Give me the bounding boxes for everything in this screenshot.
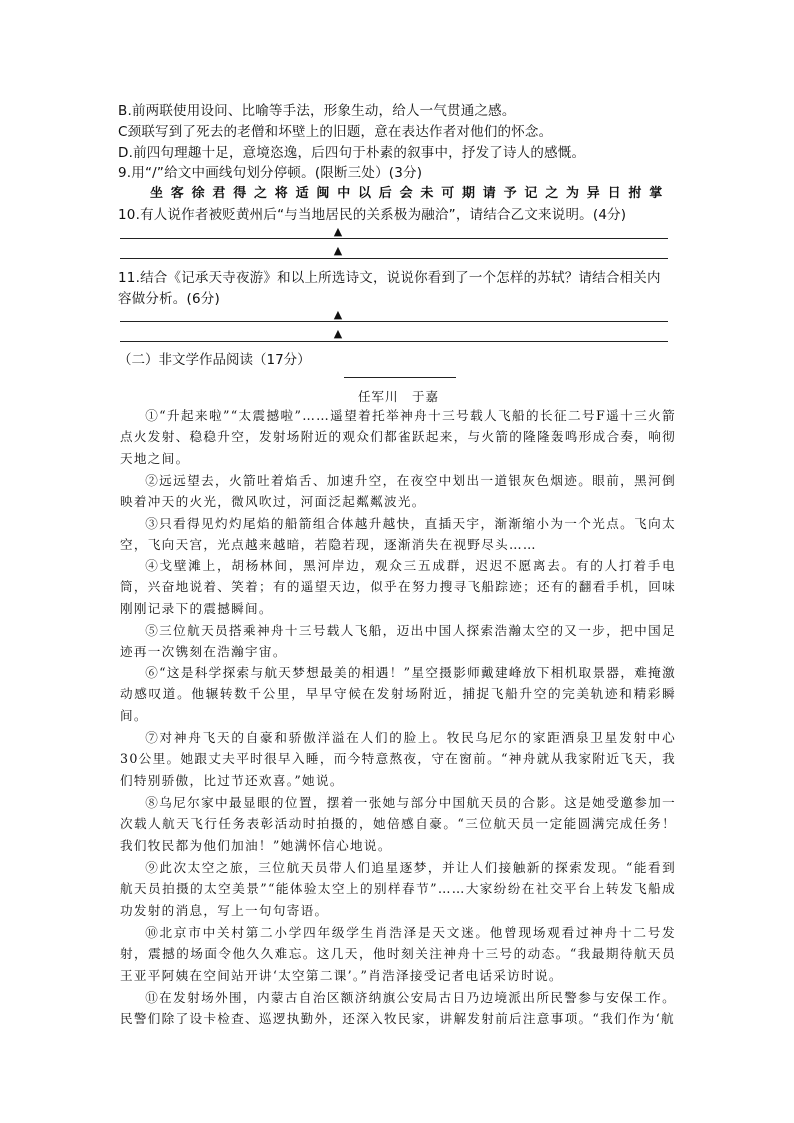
option-b: B.前两联使用设问、比喻等手法，形象生动，给人一气贯通之感。 [118, 103, 516, 119]
article-authors: 任军川 于嘉 [358, 389, 440, 404]
answer-line [120, 238, 668, 239]
paragraph-8: ⑧乌尼尔家中最显眼的位置，摆着一张她与部分中国航天员的合影。这是她受邀参加一次载人航天飞行任务表彰活动时拍摄的，她倍感自豪。“三位航天员一定能圆满完成任务！我们牧民都为他们加油！”她满怀信心地说。 [120, 795, 676, 853]
q11-prompt-line1: 11.结合《记承天寺夜游》和以上所选诗文，说说你看到了一个怎样的苏轼？请结合相关内 [118, 270, 661, 286]
answer-mark-triangle: ▲ [333, 244, 343, 257]
q9-prompt: 9.用“/”给文中画线句划分停顿。(限断三处）(3分) [118, 165, 423, 181]
paragraph-7: ⑦对神舟飞天的自豪和骄傲洋溢在人们的脸上。牧民乌尼尔的家距酒泉卫星发射中心30公里。她跟丈夫平时很早入睡，而今特意熬夜，守在窗前。“神舟就从我家附近飞天，我们特别骄傲，比过节还欢喜。”她说。 [120, 730, 676, 788]
paragraph-1: ①“升起来啦”“太震撼啦”……遥望着托举神舟十三号载人飞船的长征二号F遥十三火箭点火发射、稳稳升空，发射场附近的观众们都雀跃起来，与火箭的隆隆轰鸣形成合奏，响彻天地之间。 [120, 408, 676, 466]
answer-mark-triangle: ▲ [333, 327, 343, 340]
paragraph-10: ⑩北京市中关村第二小学四年级学生肖浩泽是天文迷。他曾现场观看过神舟十二号发射，震撼的场面令他久久难忘。这几天，他时刻关注神舟十三号的动态。“我最期待航天员王亚平阿姨在空间站开讲‘太空第二课’。”肖浩泽接受记者电话采访时说。 [120, 925, 676, 983]
answer-line [120, 321, 668, 322]
option-c: C颈联写到了死去的老僧和坏壁上的旧题，意在表达作者对他们的怀念。 [118, 124, 553, 140]
q11-prompt-line2: 容做分析。(6分) [118, 291, 220, 307]
q9-sentence: 坐客徐君得之将适闽中以后会未可期请予记之为异日拊掌 [150, 186, 671, 201]
paragraph-4: ④戈壁滩上，胡杨林间，黑河岸边，观众三五成群，迟迟不愿离去。有的人打着手电筒，兴奋地说着、笑着；有的遥望天边，似乎在努力搜寻飞船踪迹；还有的翻看手机，回味刚刚记录下的震撼瞬间。 [120, 558, 676, 616]
paragraph-3: ③只看得见灼灼尾焰的船箭组合体越升越快，直插天宇，渐渐缩小为一个光点。飞向太空，飞向天宫，光点越来越暗，若隐若现，逐渐消失在视野尽头…… [120, 516, 676, 553]
paragraph-9: ⑨此次太空之旅，三位航天员带人们追星逐梦，并让人们接触新的探索发现。“能看到航天员拍摄的太空美景”“能体验太空上的别样春节”……大家纷纷在社交平台上转发飞船成功发射的消息，写上一句句寄语。 [120, 860, 676, 918]
answer-line [120, 341, 668, 342]
article-title-blank [344, 377, 456, 378]
answer-mark-triangle: ▲ [333, 225, 343, 238]
answer-line [120, 258, 668, 259]
section-heading: （二）非文学作品阅读（17分） [118, 352, 311, 368]
paragraph-6: ⑥“这是科学探索与航天梦想最美的相遇！”星空摄影师戴建峰放下相机取景器，难掩激动感叹道。他辗转数千公里，早早守候在发射场附近，捕捉飞船升空的完美轨迹和精彩瞬间。 [120, 665, 676, 723]
option-d: D.前四句理趣十足，意境恣逸，后四句于朴素的叙事中，抒发了诗人的感慨。 [118, 145, 586, 161]
q10-prompt: 10.有人说作者被贬黄州后“与当地居民的关系极为融洽”，请结合乙文来说明。(4分) [118, 207, 627, 223]
paragraph-11: ⑪在发射场外围，内蒙古自治区额济纳旗公安局古日乃边境派出所民警参与安保工作。民警们除了设卡检查、巡逻执勤外，还深入牧民家，讲解发射前后注意事项。“我们作为‘航 [120, 990, 676, 1027]
paragraph-5: ⑤三位航天员搭乘神舟十三号载人飞船，迈出中国人探索浩瀚太空的又一步，把中国足迹再一次镌刻在浩瀚宇宙。 [120, 623, 676, 660]
paragraph-2: ②远远望去，火箭吐着焰舌、加速升空，在夜空中划出一道银灰色烟迹。眼前，黑河倒映着冲天的火光，微风吹过，河面泛起粼粼波光。 [120, 473, 676, 510]
answer-mark-triangle: ▲ [333, 308, 343, 321]
